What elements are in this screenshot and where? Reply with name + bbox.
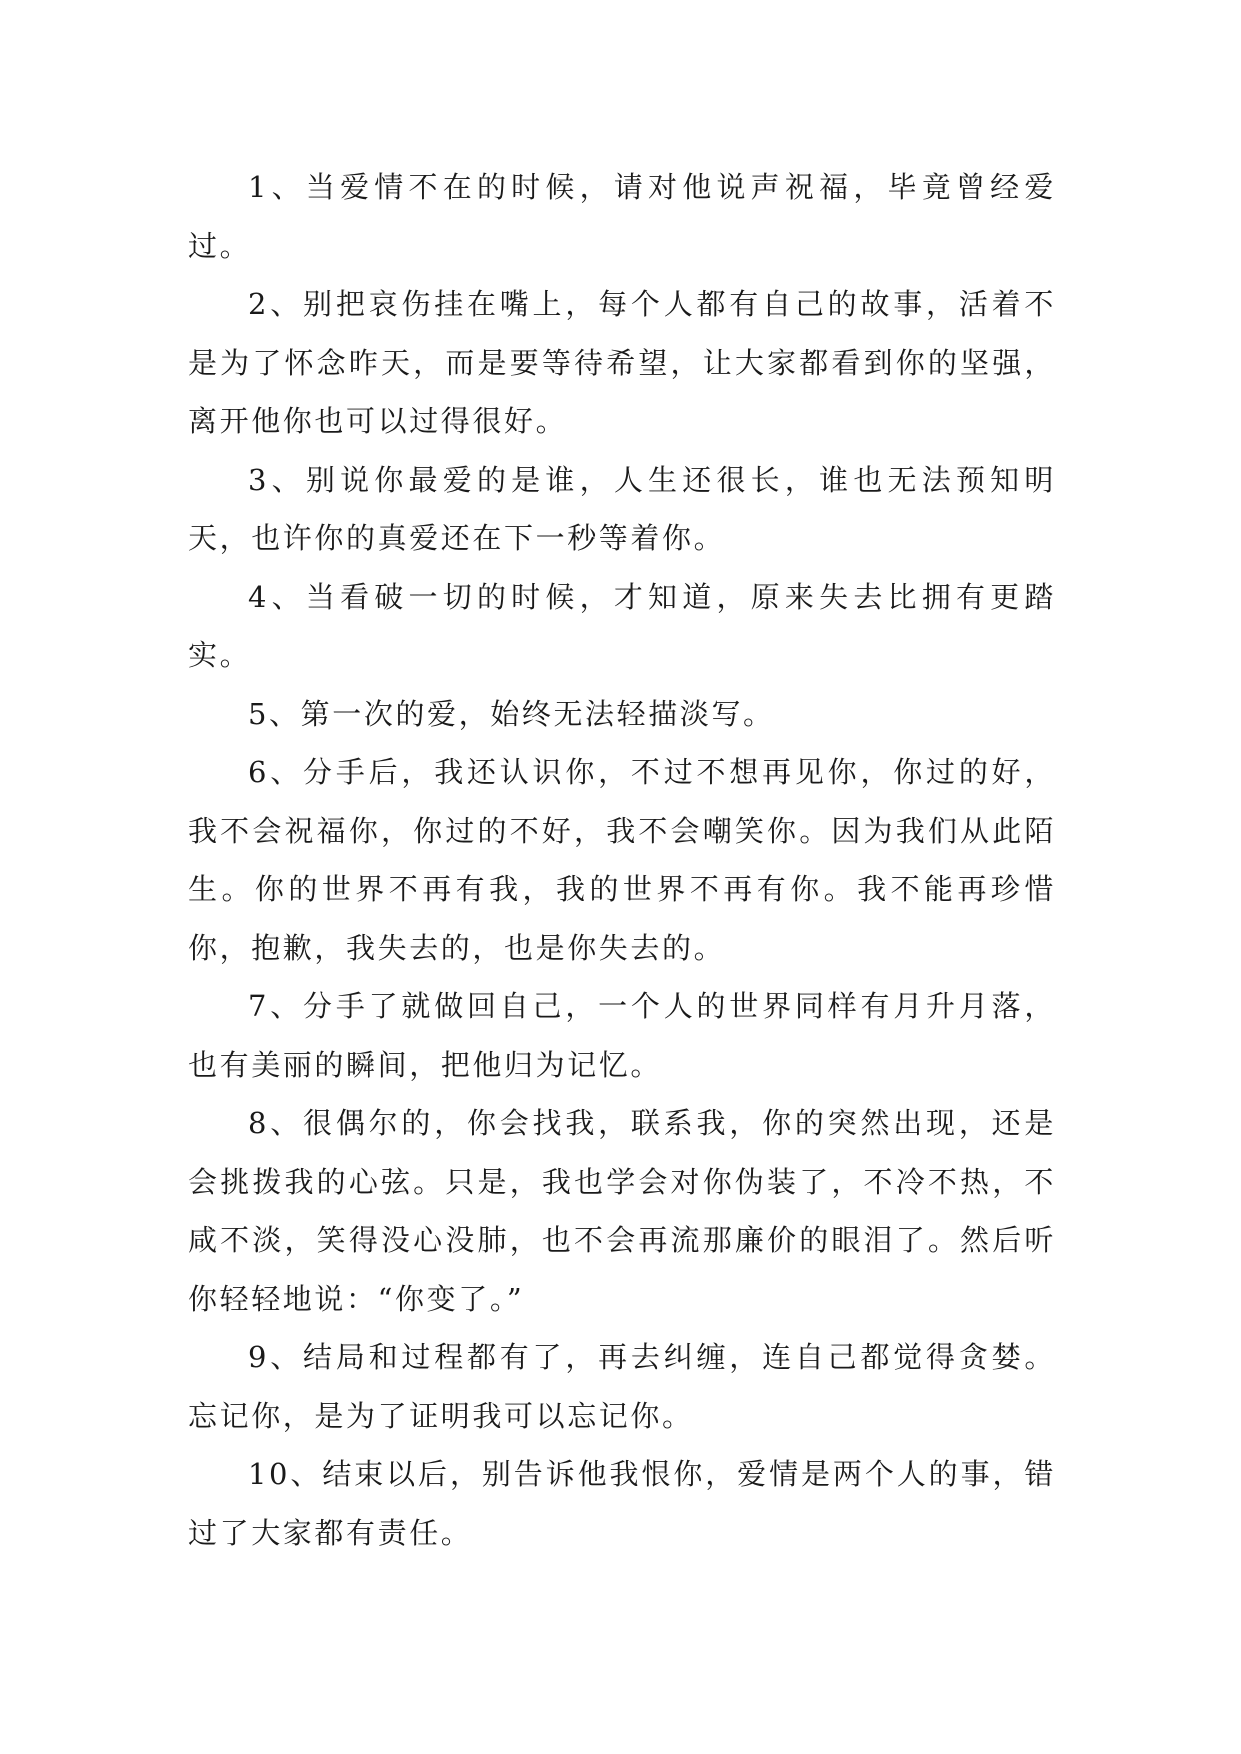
paragraph-9: 9、结局和过程都有了，再去纠缠，连自己都觉得贪婪。忘记你，是为了证明我可以忘记你。 bbox=[188, 1340, 1056, 1433]
paragraph-5: 5、第一次的爱，始终无法轻描淡写。 bbox=[248, 696, 775, 731]
paragraph-1: 1、当爱情不在的时候，请对他说声祝福，毕竟曾经爱过。 bbox=[188, 170, 1056, 263]
paragraph-7: 7、分手了就做回自己，一个人的世界同样有月升月落，也有美丽的瞬间，把他归为记忆。 bbox=[188, 989, 1056, 1082]
paragraph-2: 2、别把哀伤挂在嘴上，每个人都有自己的故事，活着不是为了怀念昨天，而是要等待希望，让大家都看到你的坚强，离开他你也可以过得很好。 bbox=[188, 287, 1056, 438]
paragraph-8: 8、很偶尔的，你会找我，联系我，你的突然出现，还是会挑拨我的心弦。只是，我也学会对你伪装了，不冷不热，不咸不淡，笑得没心没肺，也不会再流那廉价的眼泪了。然后听你轻轻地说：“你变了。” bbox=[188, 1106, 1056, 1316]
paragraph-4: 4、当看破一切的时候，才知道，原来失去比拥有更踏实。 bbox=[188, 579, 1056, 672]
paragraph-10: 10、结束以后，别告诉他我恨你，爱情是两个人的事，错过了大家都有责任。 bbox=[188, 1457, 1056, 1550]
document-body bbox=[188, 158, 1056, 1562]
paragraph-3: 3、别说你最爱的是谁，人生还很长，谁也无法预知明天，也许你的真爱还在下一秒等着你。 bbox=[188, 462, 1056, 555]
paragraph-6: 6、分手后，我还认识你，不过不想再见你，你过的好，我不会祝福你，你过的不好，我不会嘲笑你。因为我们从此陌生。你的世界不再有我，我的世界不再有你。我不能再珍惜你，抱歉，我失去的，也是你失去的。 bbox=[188, 755, 1056, 965]
